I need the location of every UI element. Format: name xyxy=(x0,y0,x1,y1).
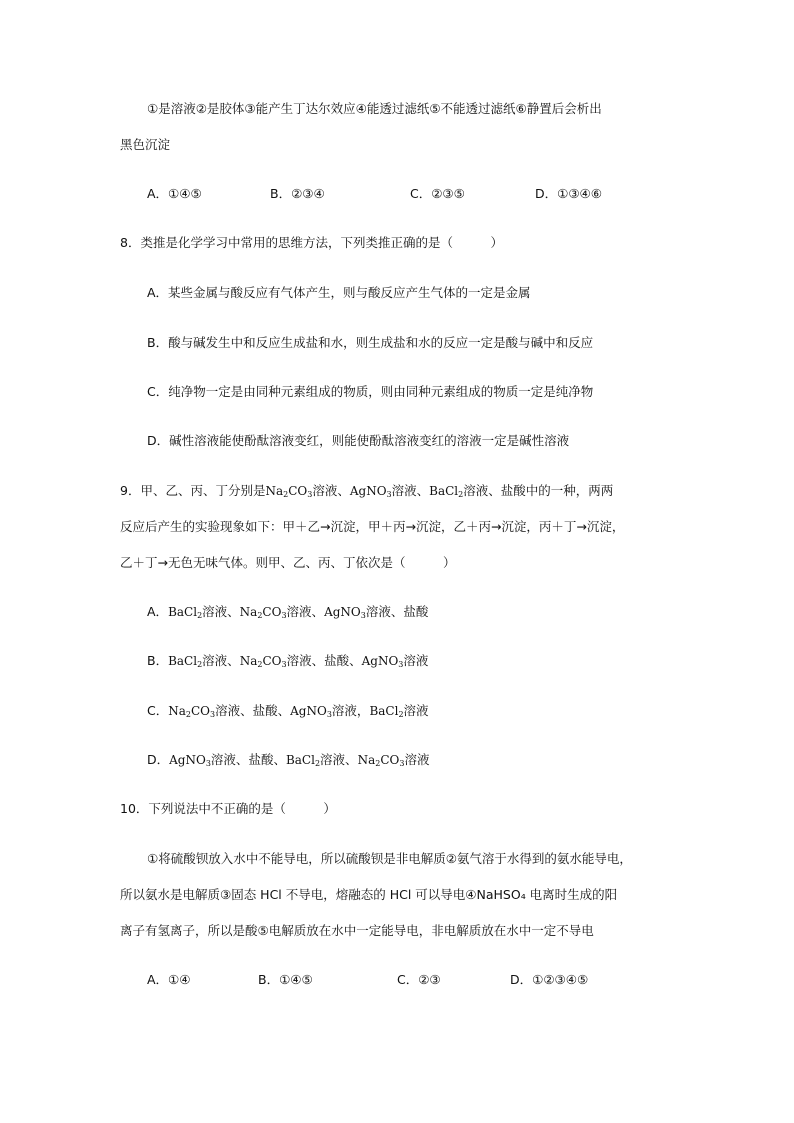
q8-option-c: C．纯净物一定是由同种元素组成的物质，则由同种元素组成的物质一定是纯净物 xyxy=(147,384,594,399)
q9-option-b: B．BaCl$_2$溶液、$Na_2CO_3$溶液、盐酸、AgNO$_3$溶液 xyxy=(147,653,429,669)
q9-stem-line3: 乙＋丁→无色无味气体。则甲、乙、丙、丁依次是（ ） xyxy=(120,555,456,570)
q8-option-b: B．酸与碱发生中和反应生成盐和水，则生成盐和水的反应一定是酸与碱中和反应 xyxy=(147,335,594,350)
formula-na2co3: $Na_2CO_3$ xyxy=(265,484,313,499)
q8-option-d: D．碱性溶液能使酚酞溶液变红，则能使酚酞溶液变红的溶液一定是碱性溶液 xyxy=(147,433,570,448)
q10-body-line3: 离子有氢离子，所以是酸⑤电解质放在水中一定能导电，非电解质放在水中一定不导电 xyxy=(120,923,594,938)
q9-stem-lead: 9．甲、乙、丙、丁分别是 xyxy=(120,483,266,498)
q10-option-a: A．①④ xyxy=(147,972,191,987)
q8-option-a: A．某些金属与酸反应有气体产生，则与酸反应产生气体的一定是金属 xyxy=(147,285,531,300)
q7-statements-line1: ①是溶液②是胶体③能产生丁达尔效应④能透过滤纸⑤不能透过滤纸⑥静置后会析出 xyxy=(147,101,602,116)
q8-stem: 8．类推是化学学习中常用的思维方法，下列类推正确的是（ ） xyxy=(120,235,503,250)
q10-body-line2: 所以氨水是电解质③固态 HCl 不导电，熔融态的 HCl 可以导电④NaHSO₄ 电离时生成的阳 xyxy=(120,887,618,902)
q10-stem: 10．下列说法中不正确的是（ ） xyxy=(120,801,336,816)
q9-option-d: D．AgNO$_3$溶液、盐酸、BaCl$_2$溶液、$Na_2CO_3$溶液 xyxy=(147,752,430,768)
q10-body-line1: ①将硫酸钡放入水中不能导电，所以硫酸钡是非电解质②氨气溶于水得到的氨水能导电， xyxy=(147,851,632,866)
q9-stem-line1: 9．甲、乙、丙、丁分别是$Na_2CO_3$溶液、AgNO$_3$溶液、BaCl$_2$溶液、盐酸中的一种，两两 xyxy=(120,483,614,499)
q7-option-a: A．①④⑤ xyxy=(147,186,202,201)
q9-stem-tail: 溶液、盐酸中的一种，两两 xyxy=(463,483,614,498)
q7-option-c: C．②③⑤ xyxy=(410,186,465,201)
q7-option-d: D．①③④⑥ xyxy=(535,186,602,201)
q7-statements-line2: 黑色沉淀 xyxy=(120,137,171,152)
formula-agno3: AgNO$_3$ xyxy=(349,484,392,499)
formula-bacl2: BaCl$_2$ xyxy=(429,484,464,499)
q10-option-d: D．①②③④⑤ xyxy=(510,972,589,987)
q9-stem-line2: 反应后产生的实验现象如下：甲＋乙→沉淀，甲＋丙→沉淀，乙＋丙→沉淀，丙＋丁→沉淀， xyxy=(120,519,625,534)
q10-option-c: C．②③ xyxy=(397,972,441,987)
q7-option-b: B．②③④ xyxy=(270,186,325,201)
q9-option-c: C．$Na_2CO_3$溶液、盐酸、AgNO$_3$溶液，BaCl$_2$溶液 xyxy=(147,703,429,719)
q9-option-a: A．BaCl$_2$溶液、$Na_2CO_3$溶液、AgNO$_3$溶液、盐酸 xyxy=(147,604,429,620)
q10-option-b: B．①④⑤ xyxy=(258,972,313,987)
